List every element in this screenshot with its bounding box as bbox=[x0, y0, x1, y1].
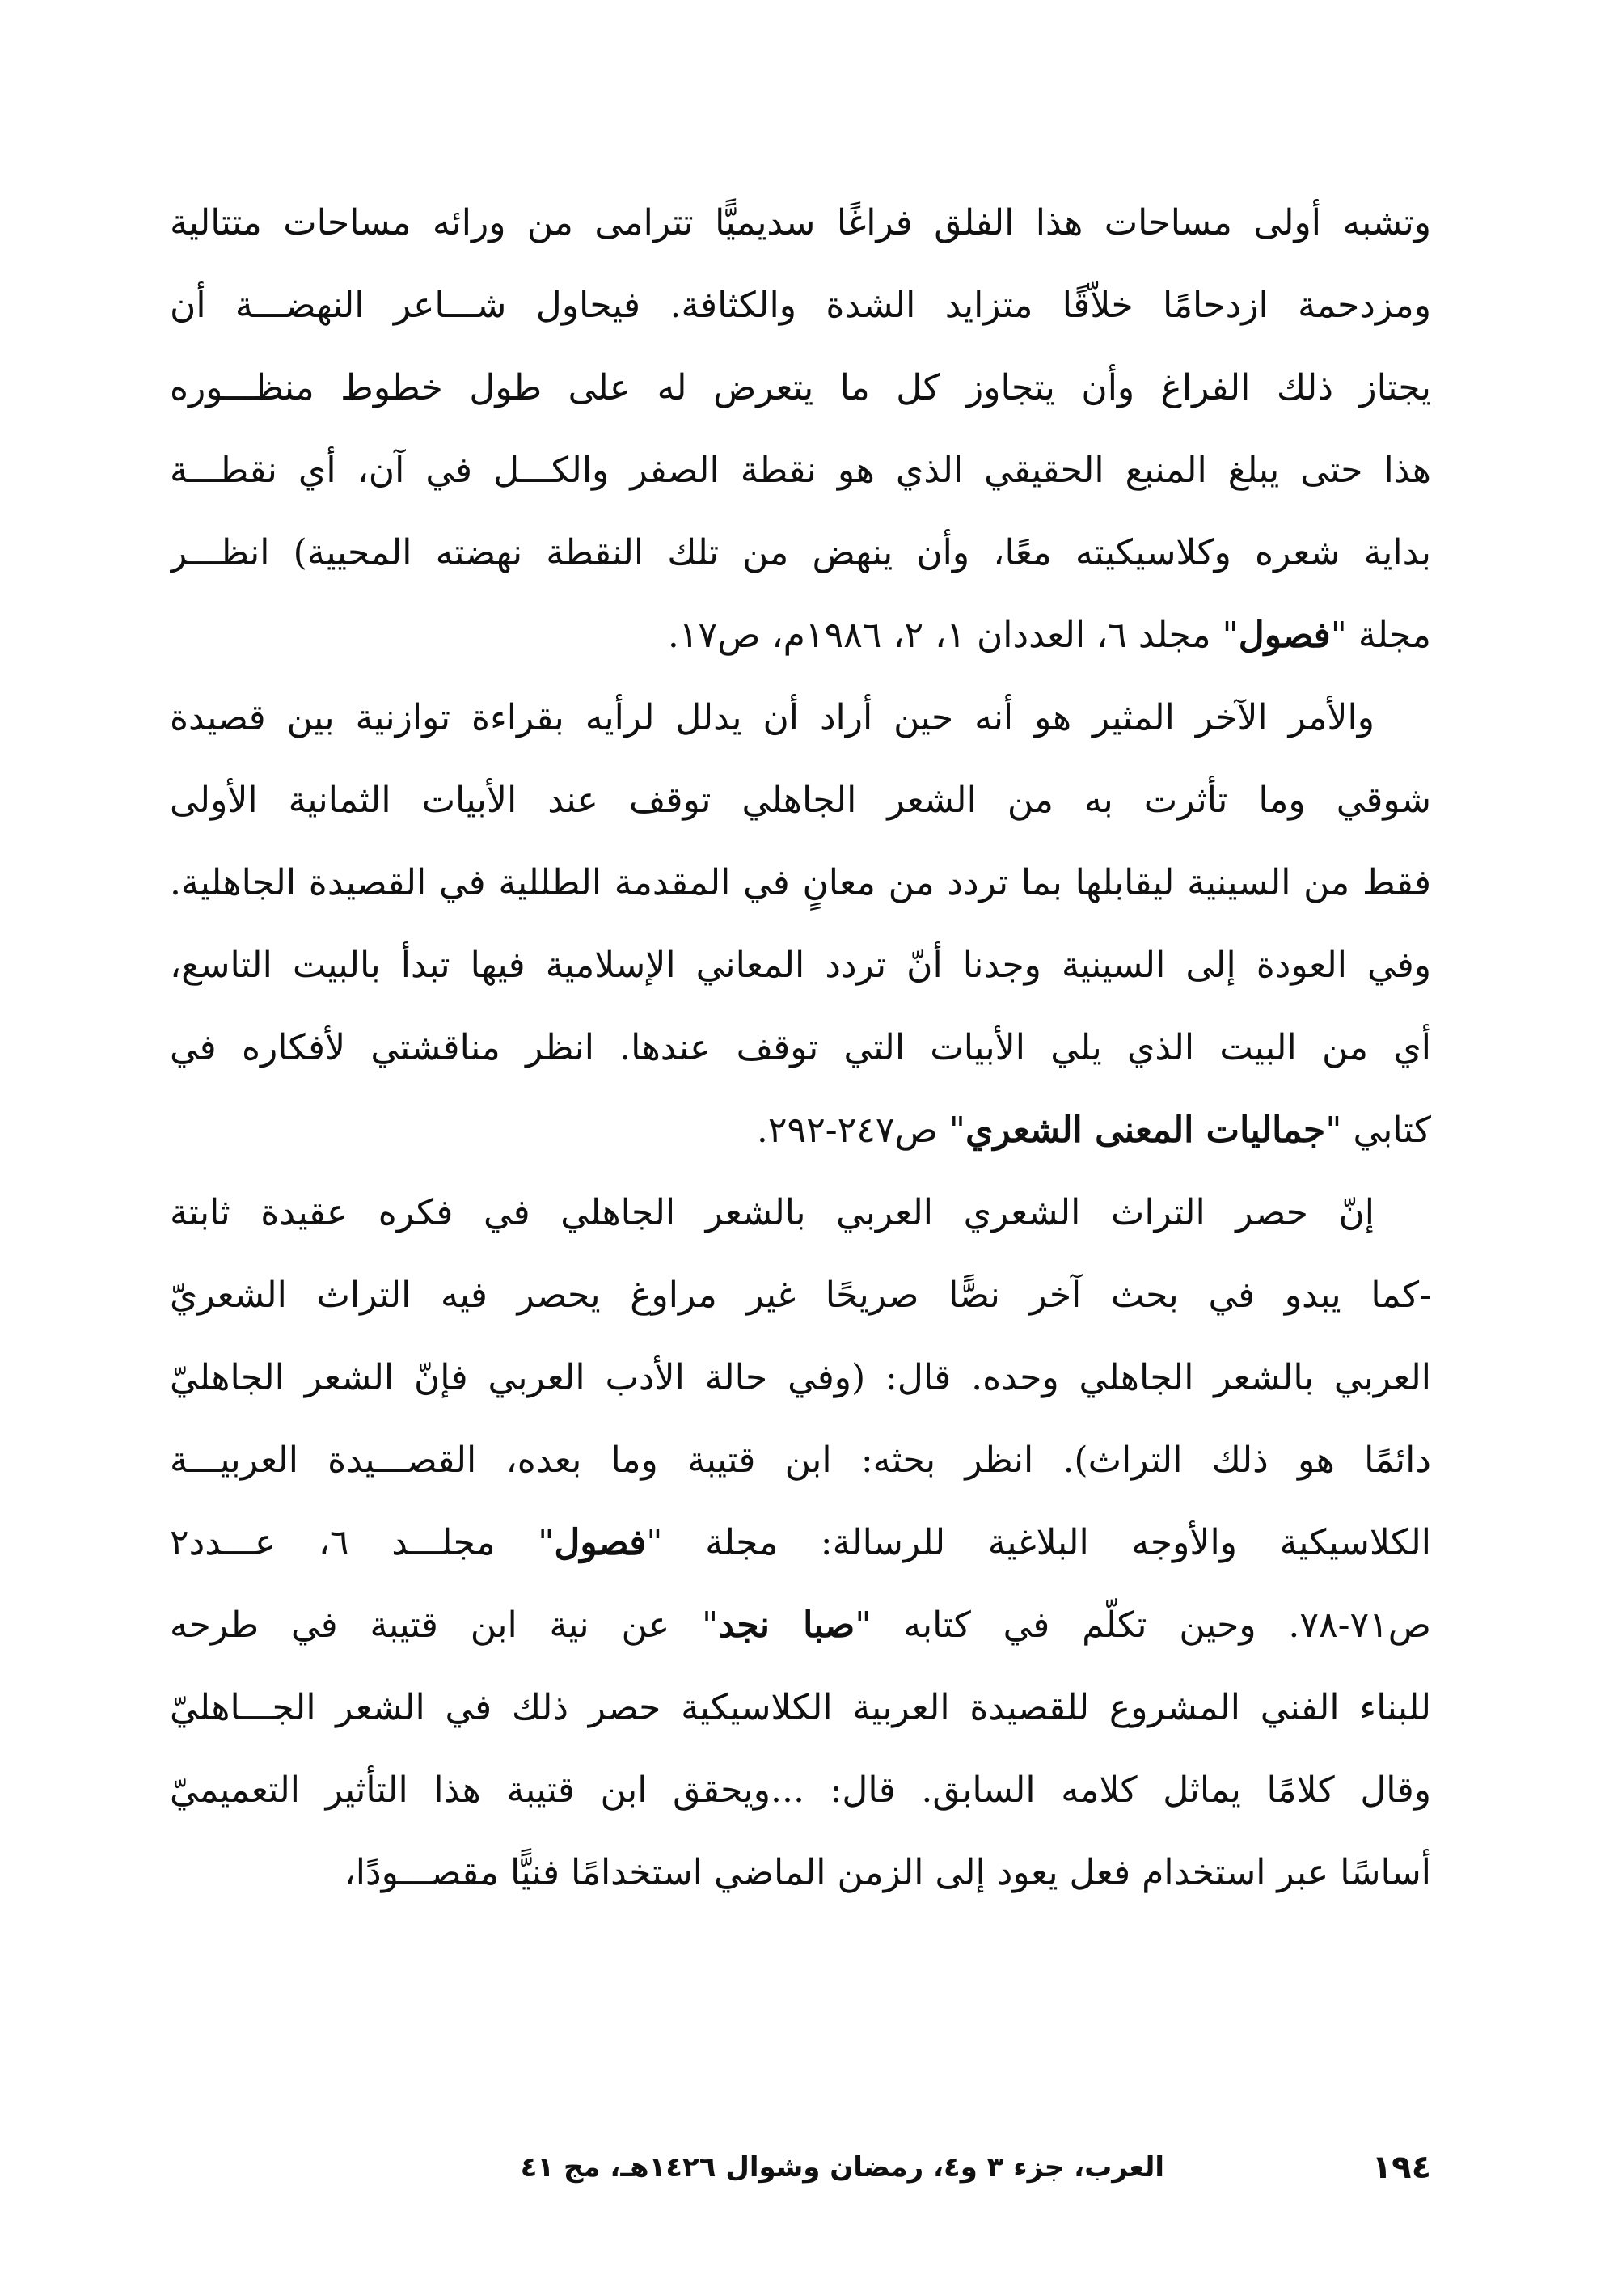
text-segment: وتشبه أولى مساحات هذا الفلق فراغًا سديميًّا تترامى من ورائه مساحات متتالية bbox=[170, 202, 1431, 243]
text-segment: شوقي وما تأثرت به من الشعر الجاهلي توقف عند الأبيات الثمانية الأولى bbox=[170, 780, 1431, 821]
text-segment: فقط من السينية ليقابلها بما تردد من معانٍ في المقدمة الطللية في القصيدة الجاهلية. bbox=[170, 862, 1431, 903]
text-segment: العربي بالشعر الجاهلي وحده. قال: (وفي حالة الأدب العربي فإنّ الشعر الجاهليّ bbox=[170, 1357, 1431, 1398]
bold-title: فصول bbox=[1238, 615, 1331, 656]
bold-title: جماليات المعنى الشعري bbox=[965, 1110, 1326, 1151]
text-segment: ومزدحمة ازدحامًا خلاّقًا متزايد الشدة والكثافة. فيحاول شـــاعر النهضـــة أن bbox=[170, 285, 1431, 326]
text-segment: " مجلد ٦، العددان ١، ٢، ١٩٨٦م، ص١٧. bbox=[667, 615, 1239, 656]
text-segment: وفي العودة إلى السينية وجدنا أنّ تردد المعاني الإسلامية فيها تبدأ بالبيت التاسع، bbox=[170, 945, 1431, 986]
text-line bbox=[170, 677, 1431, 759]
text-segment: للبناء الفني المشروع للقصيدة العربية الكلاسيكية حصر ذلك في الشعر الجـــاهليّ bbox=[170, 1687, 1431, 1728]
text-segment: " مجلـــد ٦، عـــدد٢ bbox=[170, 1522, 555, 1563]
page-footer bbox=[170, 2143, 1431, 2192]
text-segment: ص٧١-٧٨. وحين تكلّم في كتابه " bbox=[855, 1605, 1431, 1646]
paragraph bbox=[170, 182, 1431, 677]
text-line bbox=[170, 1419, 1431, 1502]
text-line bbox=[170, 347, 1431, 429]
text-line bbox=[170, 594, 1431, 677]
text-line bbox=[170, 429, 1431, 512]
text-segment: مجلة " bbox=[1330, 615, 1431, 656]
text-line bbox=[170, 759, 1431, 842]
text-line bbox=[170, 1832, 1431, 1914]
text-segment: هذا حتى يبلغ المنبع الحقيقي الذي هو نقطة الصفر والكـــل في آن، أي نقطـــة bbox=[170, 450, 1431, 491]
text-segment: بداية شعره وكلاسيكيته معًا، وأن ينهض من تلك النقطة نهضته المحيية) انظـــر bbox=[170, 532, 1431, 573]
text-segment: دائمًا هو ذلك التراث). انظر بحثه: ابن قتيبة وما بعده، القصـــيدة العربيـــة bbox=[170, 1440, 1431, 1481]
text-line bbox=[170, 1584, 1431, 1667]
text-line bbox=[170, 842, 1431, 924]
text-line bbox=[170, 1337, 1431, 1419]
text-segment: والأمر الآخر المثير هو أنه حين أراد أن يدلل لرأيه بقراءة توازنية بين قصيدة bbox=[170, 697, 1375, 738]
text-line bbox=[170, 1007, 1431, 1089]
text-line bbox=[170, 264, 1431, 347]
paragraph bbox=[170, 677, 1431, 1172]
text-line bbox=[170, 1749, 1431, 1832]
bold-title: فصول bbox=[554, 1522, 647, 1563]
text-segment: إنّ حصر التراث الشعري العربي بالشعر الجاهلي في فكره عقيدة ثابتة bbox=[170, 1192, 1375, 1233]
text-segment: أساسًا عبر استخدام فعل يعود إلى الزمن الماضي استخدامًا فنيًّا مقصـــودًا، bbox=[344, 1852, 1431, 1893]
text-line bbox=[170, 1172, 1431, 1254]
text-segment: -كما يبدو في بحث آخر نصًّا صريحًا غير مراوغ يحصر فيه التراث الشعريّ bbox=[170, 1275, 1431, 1316]
text-line bbox=[170, 1502, 1431, 1584]
text-segment: الكلاسيكية والأوجه البلاغية للرسالة: مجلة " bbox=[646, 1522, 1431, 1563]
text-line bbox=[170, 1254, 1431, 1337]
text-line bbox=[170, 512, 1431, 594]
text-line bbox=[170, 924, 1431, 1007]
text-segment: " عن نية ابن قتيبة في طرحه bbox=[170, 1605, 719, 1646]
body-text bbox=[170, 182, 1431, 1914]
text-segment: " ص٢٤٧-٢٩٢. bbox=[756, 1110, 965, 1151]
text-line bbox=[170, 1667, 1431, 1749]
text-segment: كتابي " bbox=[1325, 1110, 1431, 1151]
text-segment: وقال كلامًا يماثل كلامه السابق. قال: ...ويحقق ابن قتيبة هذا التأثير التعميميّ bbox=[170, 1770, 1431, 1811]
text-segment: يجتاز ذلك الفراغ وأن يتجاوز كل ما يتعرض له على طول خطوط منظـــوره bbox=[170, 367, 1431, 408]
text-line bbox=[170, 1089, 1431, 1172]
text-segment: أي من البيت الذي يلي الأبيات التي توقف عندها. انظر مناقشتي لأفكاره في bbox=[170, 1027, 1431, 1068]
bold-title: صبا نجد bbox=[718, 1605, 855, 1646]
page-number: ١٩٤ bbox=[1371, 2149, 1431, 2186]
running-footer: العرب، جزء ٣ و٤، رمضان وشوال ١٤٢٦هـ، مج ٤١ bbox=[520, 2151, 1164, 2184]
paragraph bbox=[170, 1172, 1431, 1914]
text-line bbox=[170, 182, 1431, 264]
